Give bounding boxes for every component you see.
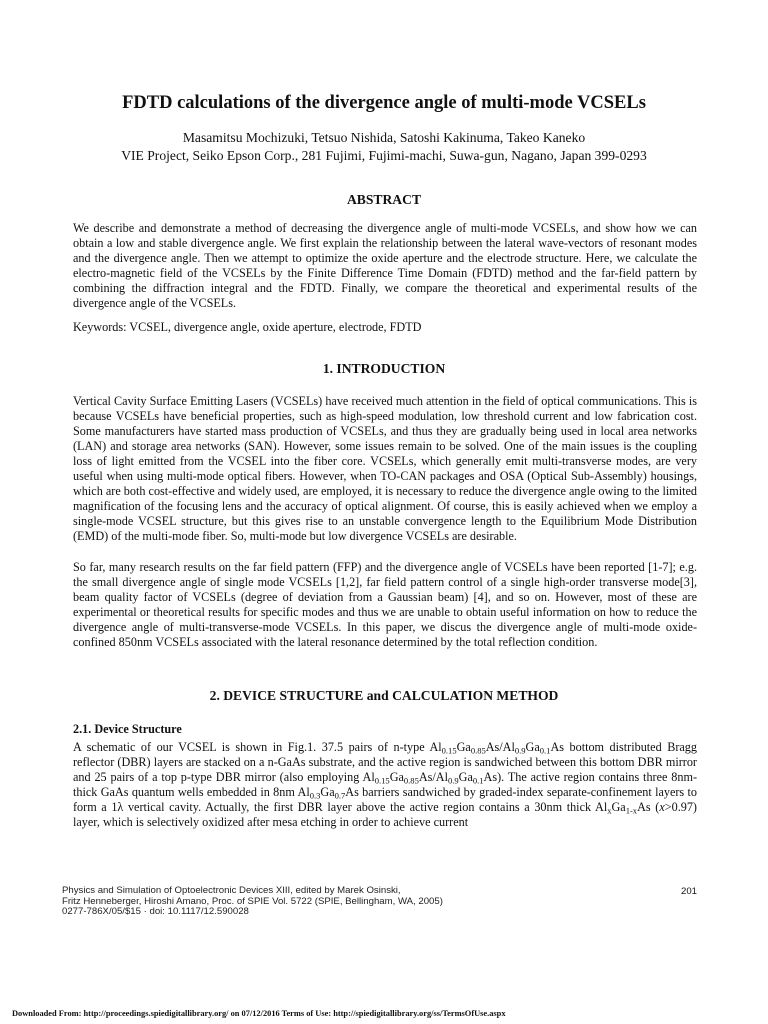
text-run: As/Al: [418, 770, 448, 784]
subscript: 0.85: [403, 775, 419, 786]
affiliation: VIE Project, Seiko Epson Corp., 281 Fujimi, Fujimi-machi, Suwa-gun, Nagano, Japan 399-0293: [121, 148, 647, 163]
text-run: Ga: [611, 800, 626, 814]
text-run: As barriers sandwiched by graded-index separate-confinement layers to form a 1λ vertical cavity. Actually, the first DBR layer above the active region contains a 30nm thick Al: [73, 785, 697, 814]
footer-line: Fritz Henneberger, Hiroshi Amano, Proc. of SPIE Vol. 5722 (SPIE, Bellingham, WA, 2005): [62, 895, 443, 907]
abstract-text: We describe and demonstrate a method of decreasing the divergence angle of multi-mode VCSELs, and show how we can obtain a low and stable divergence angle. We first explain the relationship between the lateral wave-vectors of resonant modes and the divergence angle. Then we attempt to optimize the oxide aperture and the electrode structure. Here, we calculate the electro-magnetic field of the VCSELs by the Finite Difference Time Domain (FDTD) method and the far-field pattern by combining the diffraction integral and the FDTD. Finally, we compare the theoretical and experimental results of the divergence angle of the VCSELs.: [73, 221, 697, 310]
section-1-heading: 1. INTRODUCTION: [322, 361, 446, 376]
publication-footer: [62, 886, 702, 918]
subscript: 0.9: [447, 775, 459, 786]
subscript: 1-x: [625, 805, 638, 816]
text-run: As/Al: [485, 740, 515, 754]
subscript: 0.7: [334, 790, 346, 801]
footer-line: Physics and Simulation of Optoelectronic Devices XIII, edited by Marek Osinski,: [62, 885, 401, 896]
subscript: 0.3: [309, 790, 321, 801]
section-2-heading: 2. DEVICE STRUCTURE and CALCULATION METHOD: [209, 688, 559, 703]
text-run: Ga: [320, 785, 335, 799]
text-run: As (: [637, 800, 660, 814]
italic-variable: x: [659, 800, 665, 814]
subscript: 0.9: [514, 745, 526, 756]
subsection-2-1-heading: 2.1. Device Structure: [73, 722, 182, 736]
text-run: Ga: [389, 770, 404, 784]
subscript: x: [607, 805, 612, 816]
text-run: Ga: [525, 740, 540, 754]
text-run: >0.97) layer, which is selectively oxidized after mesa etching in order to achieve current: [73, 800, 697, 829]
author-list: Masamitsu Mochizuki, Tetsuo Nishida, Satoshi Kakinuma, Takeo Kaneko: [182, 130, 586, 145]
subscript: 0.15: [374, 775, 390, 786]
subscript: 0.1: [539, 745, 551, 756]
download-notice: Downloaded From: http://proceedings.spiedigitallibrary.org/ on 07/12/2016 Terms of Use: http://spiedigitallibrary.org/ss/TermsOfUse.aspx: [12, 1009, 506, 1018]
page-number: 201: [680, 886, 697, 897]
section-2-paragraph-1: [73, 740, 697, 830]
abstract-heading: ABSTRACT: [346, 192, 422, 207]
subscript: 0.85: [470, 745, 486, 756]
text-run: As bottom distributed Bragg reflector (DBR) layers are stacked on a n-GaAs substrate, and the active region is sandwiched between this bottom DBR mirror and 25 pairs of a top p-type DBR mirror (also employing Al: [73, 740, 697, 784]
subscript: 0.1: [472, 775, 484, 786]
footer-line: 0277-786X/05/$15 · doi: 10.1117/12.590028: [62, 906, 249, 917]
subscript: 0.15: [441, 745, 457, 756]
text-run: Ga: [456, 740, 471, 754]
text-run: As). The active region contains three 8nm-thick GaAs quantum wells embedded in 8nm Al: [73, 770, 697, 799]
keywords: Keywords: VCSEL, divergence angle, oxide aperture, electrode, FDTD: [73, 320, 422, 334]
text-run: Ga: [458, 770, 473, 784]
section-1-paragraph-1: Vertical Cavity Surface Emitting Lasers (VCSELs) have received much attention in the field of optical communications. This is because VCSELs have beneficial properties, such as high-speed modulation, low threshold current and low fabrication cost. Some manufacturers have started mass production of VCSELs, and thus they are gradually being used in local area networks (LAN) and storage area networks (SAN). However, some issues remain to be solved. One of the main issues is the coupling loss of light emitted from the VCSEL into the fiber core. VCSELs, which generally emit multi-transverse modes, are very useful when using multi-mode optical fibers. However, when TO-CAN packages and OSA (Optical Sub-Assembly) housings, which are both cost-effective and widely used, are employed, it is necessary to reduce the divergence angle owing to the limited magnification of the focusing lens and the accuracy of optical alignment. Of course, this is easily achieved when we employ a single-mode VCSEL structure, but this gives rise to an unstable convergence length to the Equilibrium Mode Distribution (EMD) of the multi-mode fiber. So, multi-mode but low divergence VCSELs are desirable.: [73, 394, 697, 543]
paper-title: FDTD calculations of the divergence angle of multi-mode VCSELs: [122, 93, 646, 113]
text-run: A schematic of our VCSEL is shown in Fig.1. 37.5 pairs of n-type Al: [73, 740, 442, 754]
section-1-paragraph-2: So far, many research results on the far field pattern (FFP) and the divergence angle of VCSELs have been reported [1-7]; e.g. the small divergence angle of single mode VCSELs [1,2], far field pattern control of a single high-order transverse mode[3], beam quality factor of VCSELs (degree of deviation from a Gaussian beam) [4], and so on. However, most of these are experimental or theoretical results for specific modes and thus we are unable to obtain useful information on how to reduce the divergence angle of multi-transverse-mode VCSELs. In this paper, we discus the divergence angle of multi-mode oxide-confined 850nm VCSELs associated with the lateral resonance determined by the total reflection condition.: [73, 560, 697, 649]
